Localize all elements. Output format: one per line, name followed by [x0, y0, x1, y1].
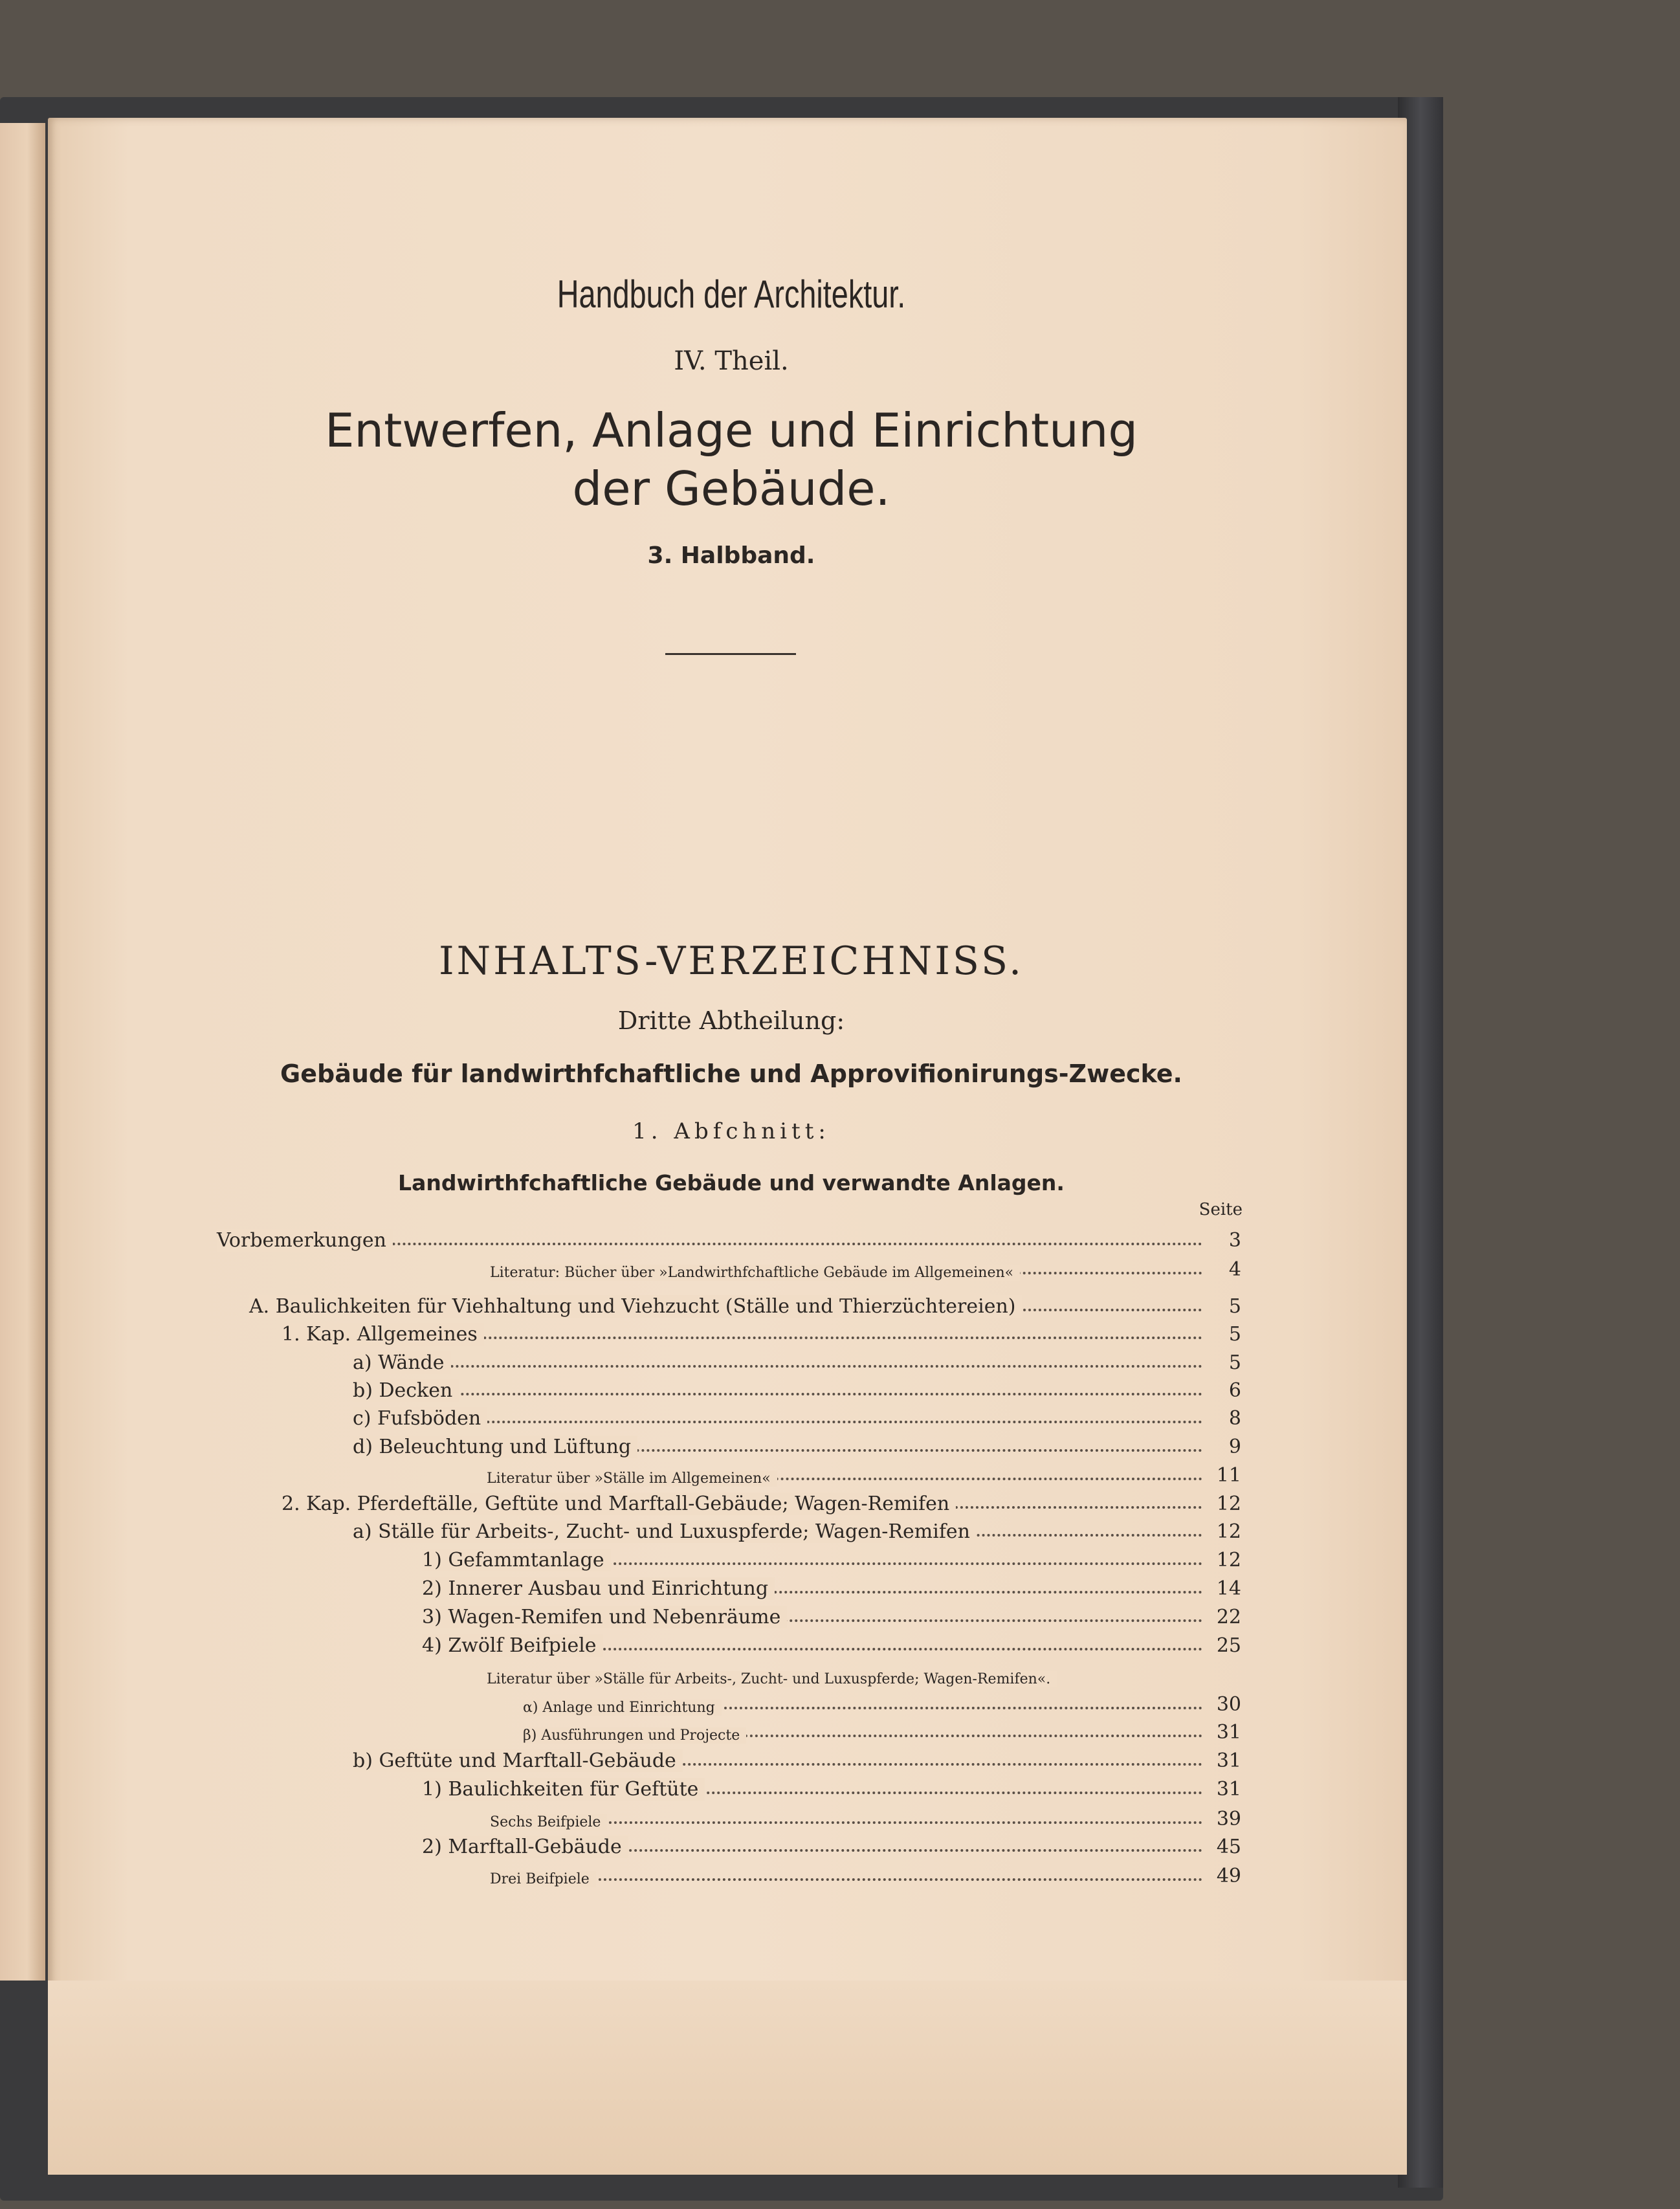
toc-entry-page: 4 — [1228, 1258, 1241, 1281]
toc-entry-label: β) Ausführungen und Projecte — [523, 1727, 746, 1744]
toc-leader-dots — [353, 1393, 1202, 1395]
toc-entry-page: 49 — [1216, 1865, 1241, 1887]
toc-entry-page: 5 — [1228, 1351, 1241, 1374]
toc-entry — [490, 1252, 1241, 1281]
toc-entry-label: a) Wände — [353, 1351, 451, 1374]
toc-entry-page: 12 — [1216, 1493, 1241, 1515]
toc-entry — [282, 1317, 1241, 1346]
division-title: Gebäude für landwirthfchaftliche und Approvifionirungs-Zwecke. — [280, 1060, 1182, 1088]
toc-entry-page: 39 — [1216, 1808, 1241, 1830]
toc-entry-page: 5 — [1228, 1323, 1241, 1346]
toc-entry — [422, 1628, 1241, 1657]
toc-entry-page: 8 — [1228, 1407, 1241, 1430]
toc-entry — [422, 1772, 1241, 1801]
toc-entry-page: 31 — [1216, 1721, 1241, 1744]
book-title-line-1: Entwerfen, Anlage und Einrichtung — [324, 403, 1138, 458]
contents-heading: INHALTS-VERZEICHNISS. — [438, 938, 1024, 984]
toc-entry — [490, 1802, 1241, 1830]
toc-entry-page: 31 — [1216, 1749, 1241, 1772]
toc-entry-label: A. Baulichkeiten für Viehhaltung und Viehzucht (Ställe und Thierzüchtereien) — [249, 1295, 1022, 1318]
toc-entry — [422, 1571, 1241, 1600]
toc-entry — [422, 1543, 1241, 1571]
toc-entry-label: b) Decken — [353, 1379, 459, 1402]
toc-entry-page: 11 — [1216, 1464, 1241, 1487]
toc-entry-label: 4) Zwölf Beifpiele — [422, 1634, 603, 1657]
toc-entry-label: Sechs Beifpiele — [490, 1814, 607, 1830]
toc-entry-page: 12 — [1216, 1549, 1241, 1571]
divider-rule — [665, 653, 796, 655]
toc-entry-label: d) Beleuchtung und Lüftung — [353, 1436, 637, 1458]
series-title: Handbuch der Architektur. — [557, 272, 906, 316]
toc-entry — [249, 1289, 1241, 1318]
toc-entry-label: 1) Baulichkeiten für Geftüte — [422, 1778, 705, 1801]
part-label: IV. Theil. — [674, 346, 789, 376]
toc-entry — [523, 1687, 1241, 1716]
toc-entry-label: 2. Kap. Pferdeftälle, Geftüte und Marftall-Gebäude; Wagen-Remifen — [282, 1493, 956, 1515]
division-label: Dritte Abtheilung: — [617, 1006, 845, 1035]
toc-entry-label: c) Fufsböden — [353, 1407, 487, 1430]
toc-entry-label: Literatur über »Ställe für Arbeits-, Zucht- und Luxuspferde; Wagen-Remifen«. — [487, 1671, 1057, 1687]
toc-entry-page: 9 — [1228, 1436, 1241, 1458]
toc-entry-label: Drei Beifpiele — [490, 1871, 596, 1887]
section-title: Landwirthfchaftliche Gebäude und verwandte Anlagen. — [398, 1170, 1065, 1195]
toc-entry — [523, 1715, 1241, 1744]
toc-entry-label: 3) Wagen-Remifen und Nebenräume — [422, 1606, 787, 1628]
toc-entry-page: 22 — [1216, 1606, 1241, 1628]
toc-entry-page: 14 — [1216, 1577, 1241, 1600]
toc-entry — [282, 1487, 1241, 1515]
toc-leader-dots — [490, 1878, 1202, 1881]
toc-entry-page: 12 — [1216, 1520, 1241, 1543]
toc-entry — [353, 1373, 1241, 1402]
toc-entry — [353, 1401, 1241, 1430]
toc-entry — [487, 1458, 1241, 1487]
book-title — [214, 401, 1249, 518]
toc-entry-label: 1) Gefammtanlage — [422, 1549, 611, 1571]
toc-entry — [490, 1859, 1241, 1887]
page-column-label: Seite — [1199, 1200, 1243, 1219]
book-title-line-2: der Gebäude. — [572, 461, 890, 516]
toc-entry — [353, 1744, 1241, 1772]
toc-entry — [422, 1830, 1241, 1858]
toc-entry-page: 31 — [1216, 1778, 1241, 1801]
left-page-edge — [0, 123, 45, 1981]
toc-entry — [353, 1515, 1241, 1543]
toc-entry-label: a) Ställe für Arbeits-, Zucht- und Luxuspferde; Wagen-Remifen — [353, 1520, 977, 1543]
toc-entry-page: 30 — [1216, 1693, 1241, 1716]
toc-entry-label: 2) Marftall-Gebäude — [422, 1836, 628, 1858]
toc-entry — [353, 1346, 1241, 1374]
toc-entry — [422, 1600, 1241, 1628]
toc-entry-label: 2) Innerer Ausbau und Einrichtung — [422, 1577, 775, 1600]
toc-entry — [217, 1223, 1241, 1252]
toc-entry — [353, 1430, 1241, 1458]
toc-entry-label: 1. Kap. Allgemeines — [282, 1323, 484, 1346]
toc-entry — [487, 1659, 1241, 1687]
toc-entry-label: Literatur: Bücher über »Landwirthfchaftliche Gebäude im Allgemeinen« — [490, 1265, 1020, 1281]
toc-entry-page: 6 — [1228, 1379, 1241, 1402]
toc-entry-label: Literatur über »Ställe im Allgemeinen« — [487, 1471, 777, 1487]
section-label: 1. Abfchnitt: — [632, 1118, 830, 1144]
toc-entry-label: α) Anlage und Einrichtung — [523, 1700, 722, 1716]
toc-entry-page: 3 — [1228, 1229, 1241, 1252]
volume-label: 3. Halbband. — [647, 542, 815, 569]
toc-entry-page: 5 — [1228, 1295, 1241, 1318]
book-page-bottom — [48, 1981, 1407, 2175]
toc-entry-label: b) Geftüte und Marftall-Gebäude — [353, 1749, 683, 1772]
toc-entry-page: 45 — [1216, 1836, 1241, 1858]
toc-entry-label: Vorbemerkungen — [217, 1229, 393, 1252]
toc-entry-page: 25 — [1216, 1634, 1241, 1657]
toc-leader-dots — [353, 1365, 1202, 1368]
